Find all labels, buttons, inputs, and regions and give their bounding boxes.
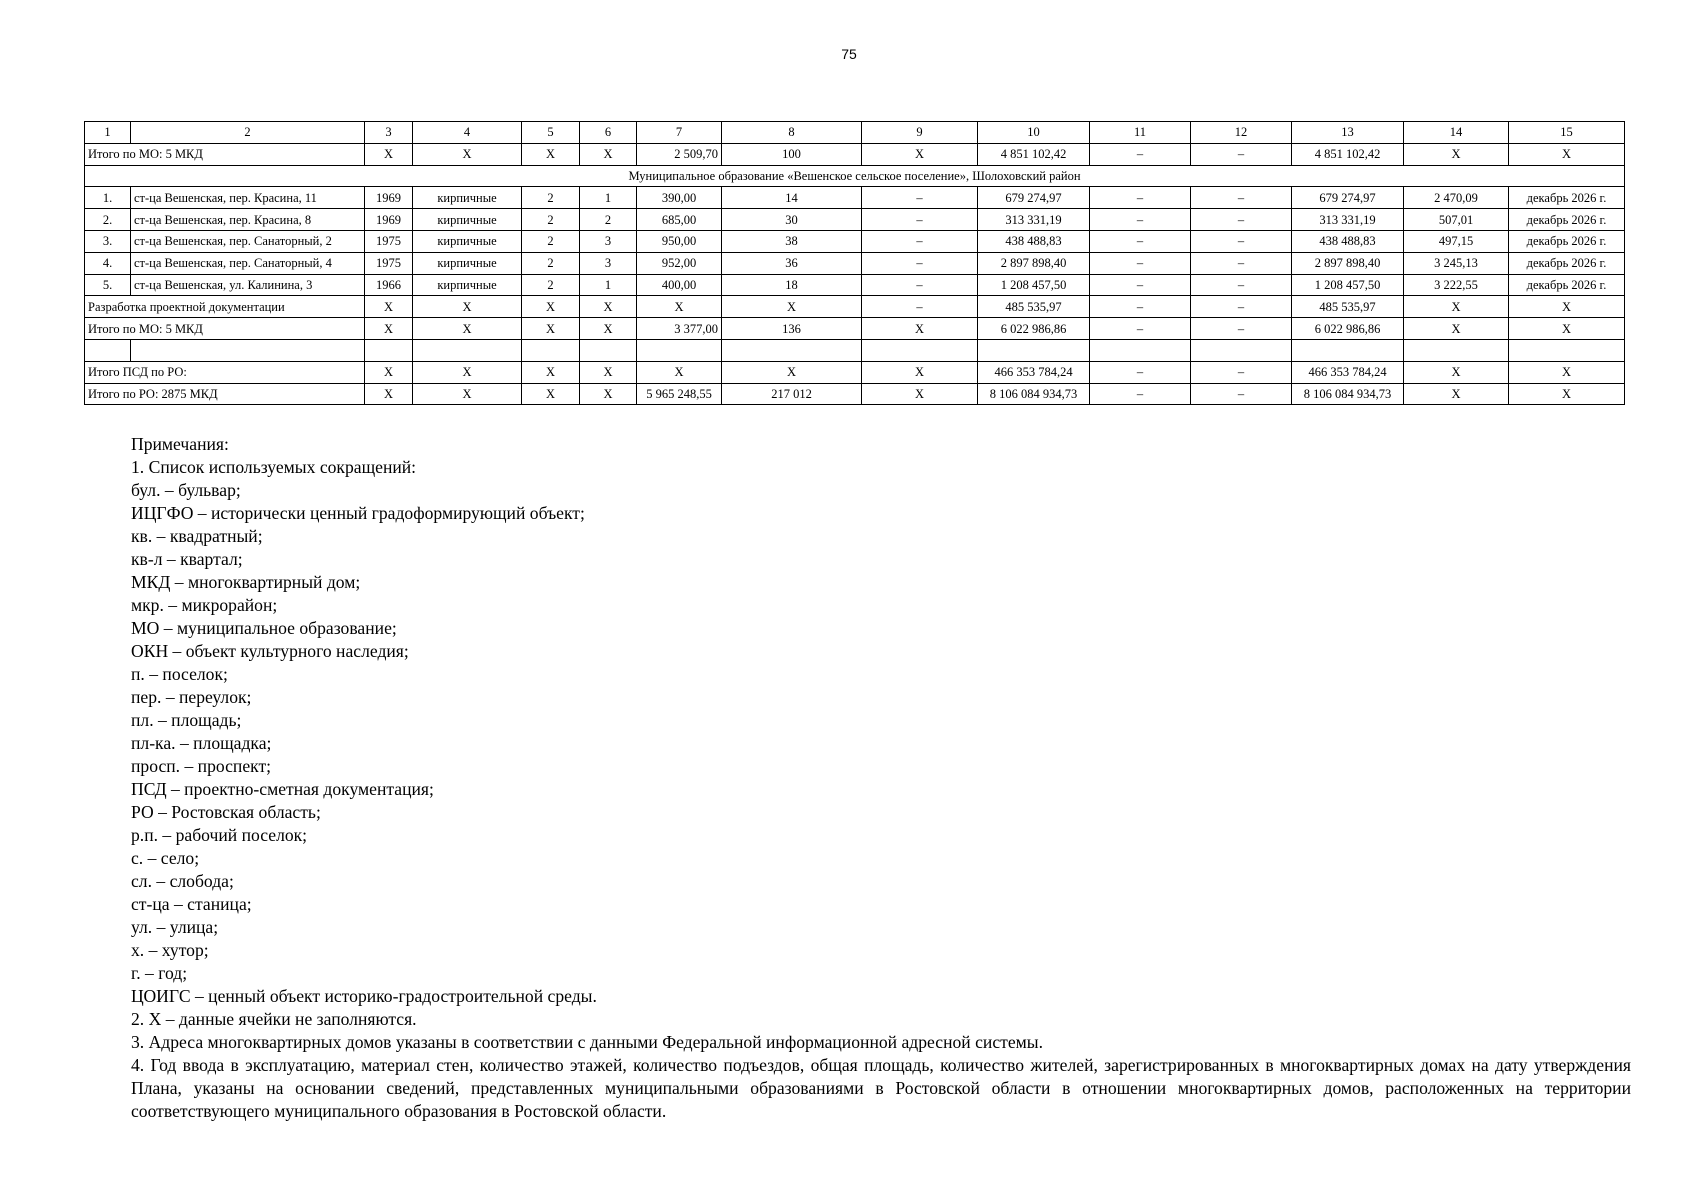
- abbreviation-item: РО – Ростовская область;: [131, 802, 321, 822]
- table-cell: 3: [580, 230, 637, 252]
- row-label: Разработка проектной документации: [85, 296, 365, 318]
- table-cell: –: [1090, 209, 1191, 231]
- table-cell: 466 353 784,24: [1292, 361, 1404, 383]
- abbreviation-item: ПСД – проектно-сметная документация;: [131, 779, 434, 799]
- table-cell: 2: [522, 274, 580, 296]
- row-label: Итого по МО: 5 МКД: [85, 143, 365, 165]
- table-cell: X: [580, 296, 637, 318]
- table-cell: X: [522, 361, 580, 383]
- table-cell: X: [580, 143, 637, 165]
- table-cell: X: [1404, 361, 1509, 383]
- abbreviation-item: МКД – многоквартирный дом;: [131, 572, 361, 592]
- table-cell: 390,00: [637, 187, 722, 209]
- table-cell: 136: [722, 318, 862, 340]
- table-cell: 38: [722, 230, 862, 252]
- table-cell: ст-ца Вешенская, пер. Красина, 11: [131, 187, 365, 209]
- table-cell: 30: [722, 209, 862, 231]
- table-cell: –: [1090, 361, 1191, 383]
- table-cell: –: [862, 209, 978, 231]
- table-cell: 4.: [85, 252, 131, 274]
- table-cell: декабрь 2026 г.: [1509, 230, 1625, 252]
- table-cell: 3 245,13: [1404, 252, 1509, 274]
- table-cell: X: [862, 143, 978, 165]
- table-cell: 6 022 986,86: [978, 318, 1090, 340]
- table-cell: декабрь 2026 г.: [1509, 274, 1625, 296]
- table-cell: –: [1191, 296, 1292, 318]
- table-cell: X: [522, 318, 580, 340]
- table-cell: –: [1191, 187, 1292, 209]
- table-cell: 497,15: [1404, 230, 1509, 252]
- table-cell: –: [1090, 383, 1191, 405]
- housing-plan-table: [84, 121, 1625, 405]
- empty-cell: [722, 339, 862, 361]
- column-header: 14: [1404, 122, 1509, 144]
- table-cell: X: [1404, 143, 1509, 165]
- mo-total-row: [85, 318, 1625, 340]
- table-cell: –: [862, 230, 978, 252]
- table-cell: 18: [722, 274, 862, 296]
- table-cell: 2: [522, 187, 580, 209]
- column-header: 4: [413, 122, 522, 144]
- abbreviation-item: с. – село;: [131, 848, 200, 868]
- abbreviation-item: кв. – квадратный;: [131, 526, 263, 546]
- table-cell: 485 535,97: [978, 296, 1090, 318]
- notes-list-intro: 1. Список используемых сокращений:: [131, 457, 417, 477]
- table-cell: –: [1191, 143, 1292, 165]
- table-cell: X: [413, 361, 522, 383]
- row-label: Итого ПСД по РО:: [85, 361, 365, 383]
- row-label: Итого по МО: 5 МКД: [85, 318, 365, 340]
- table-cell: X: [722, 361, 862, 383]
- note-3: 3. Адреса многоквартирных домов указаны в соответствии с данными Федеральной информационной адресной системы.: [131, 1032, 1043, 1052]
- table-cell: –: [1191, 361, 1292, 383]
- table-cell: 1.: [85, 187, 131, 209]
- table-cell: 952,00: [637, 252, 722, 274]
- table-cell: 3.: [85, 230, 131, 252]
- table-cell: X: [413, 296, 522, 318]
- table-cell: X: [365, 361, 413, 383]
- table-cell: 6 022 986,86: [1292, 318, 1404, 340]
- empty-cell: [1292, 339, 1404, 361]
- notes: [131, 433, 1631, 1123]
- table-cell: –: [1191, 252, 1292, 274]
- table-cell: декабрь 2026 г.: [1509, 252, 1625, 274]
- table-cell: –: [1090, 187, 1191, 209]
- empty-cell: [1090, 339, 1191, 361]
- table-cell: кирпичные: [413, 187, 522, 209]
- column-header: 9: [862, 122, 978, 144]
- table-cell: 2: [522, 252, 580, 274]
- column-header: 13: [1292, 122, 1404, 144]
- empty-cell: [413, 339, 522, 361]
- table-cell: X: [522, 296, 580, 318]
- page-number: 75: [841, 46, 857, 62]
- table-cell: X: [1404, 318, 1509, 340]
- table-cell: X: [522, 143, 580, 165]
- table-cell: декабрь 2026 г.: [1509, 187, 1625, 209]
- table-cell: X: [1404, 383, 1509, 405]
- column-header: 8: [722, 122, 862, 144]
- ro-total-row: [85, 383, 1625, 405]
- column-header: 2: [131, 122, 365, 144]
- table-cell: 5 965 248,55: [637, 383, 722, 405]
- abbreviation-item: ОКН – объект культурного наследия;: [131, 641, 409, 661]
- table-cell: –: [1191, 230, 1292, 252]
- table-cell: X: [862, 383, 978, 405]
- table-cell: 2 509,70: [637, 143, 722, 165]
- abbreviation-list: [131, 479, 1631, 1008]
- column-header: 7: [637, 122, 722, 144]
- table-cell: 1975: [365, 252, 413, 274]
- table-cell: –: [1090, 230, 1191, 252]
- table-cell: ст-ца Вешенская, пер. Санаторный, 4: [131, 252, 365, 274]
- table-cell: –: [862, 187, 978, 209]
- table-cell: –: [1090, 318, 1191, 340]
- empty-cell: [637, 339, 722, 361]
- table-cell: X: [413, 383, 522, 405]
- abbreviation-item: ст-ца – станица;: [131, 894, 252, 914]
- table-cell: кирпичные: [413, 209, 522, 231]
- abbreviation-item: сл. – слобода;: [131, 871, 234, 891]
- table-cell: декабрь 2026 г.: [1509, 209, 1625, 231]
- table-cell: 1969: [365, 209, 413, 231]
- table-cell: X: [1509, 296, 1625, 318]
- empty-cell: [580, 339, 637, 361]
- table-cell: 3: [580, 252, 637, 274]
- table-cell: кирпичные: [413, 230, 522, 252]
- table-cell: 2.: [85, 209, 131, 231]
- psd-total-row: [85, 361, 1625, 383]
- empty-cell: [522, 339, 580, 361]
- abbreviation-item: ЦОИГС – ценный объект историко-градостроительной среды.: [131, 986, 597, 1006]
- table-cell: –: [1191, 209, 1292, 231]
- abbreviation-item: кв-л – квартал;: [131, 549, 243, 569]
- table-cell: 4 851 102,42: [1292, 143, 1404, 165]
- abbreviation-item: г. – год;: [131, 963, 188, 983]
- table-cell: –: [1090, 274, 1191, 296]
- table-cell: X: [1509, 143, 1625, 165]
- empty-cell: [85, 339, 131, 361]
- table-cell: 438 488,83: [1292, 230, 1404, 252]
- table-cell: ст-ца Вешенская, ул. Калинина, 3: [131, 274, 365, 296]
- note-2: 2. Х – данные ячейки не заполняются.: [131, 1009, 417, 1029]
- table-cell: 1966: [365, 274, 413, 296]
- table-cell: –: [1191, 318, 1292, 340]
- table-cell: 1 208 457,50: [978, 274, 1090, 296]
- table-cell: 2 897 898,40: [1292, 252, 1404, 274]
- column-header: 10: [978, 122, 1090, 144]
- table-cell: 313 331,19: [1292, 209, 1404, 231]
- empty-cell: [1404, 339, 1509, 361]
- abbreviation-item: ул. – улица;: [131, 917, 219, 937]
- abbreviation-item: МО – муниципальное образование;: [131, 618, 397, 638]
- row-label: Итого по РО: 2875 МКД: [85, 383, 365, 405]
- table-cell: 485 535,97: [1292, 296, 1404, 318]
- table-cell: 679 274,97: [978, 187, 1090, 209]
- section-title-row: [85, 165, 1625, 187]
- table-cell: 1969: [365, 187, 413, 209]
- empty-cell: [365, 339, 413, 361]
- table-cell: кирпичные: [413, 252, 522, 274]
- table-row: [85, 187, 1625, 209]
- empty-cell: [1509, 339, 1625, 361]
- table-cell: 1 208 457,50: [1292, 274, 1404, 296]
- table-cell: 8 106 084 934,73: [978, 383, 1090, 405]
- table-cell: –: [1090, 296, 1191, 318]
- table-cell: 2: [522, 209, 580, 231]
- notes-title: Примечания:: [131, 434, 229, 454]
- table-cell: 400,00: [637, 274, 722, 296]
- empty-cell: [1191, 339, 1292, 361]
- column-header: 12: [1191, 122, 1292, 144]
- table-cell: X: [1509, 383, 1625, 405]
- empty-cell: [978, 339, 1090, 361]
- table-cell: –: [862, 274, 978, 296]
- table-cell: 466 353 784,24: [978, 361, 1090, 383]
- table-row: [85, 209, 1625, 231]
- column-header: 1: [85, 122, 131, 144]
- table-cell: ст-ца Вешенская, пер. Санаторный, 2: [131, 230, 365, 252]
- table-cell: 2: [580, 209, 637, 231]
- column-header: 5: [522, 122, 580, 144]
- table-cell: X: [1404, 296, 1509, 318]
- section-title: Муниципальное образование «Вешенское сельское поселение», Шолоховский район: [85, 165, 1625, 187]
- column-header: 6: [580, 122, 637, 144]
- table-cell: X: [1509, 318, 1625, 340]
- empty-cell: [131, 339, 365, 361]
- table-cell: –: [862, 296, 978, 318]
- table-cell: X: [637, 361, 722, 383]
- abbreviation-item: р.п. – рабочий поселок;: [131, 825, 308, 845]
- empty-cell: [862, 339, 978, 361]
- abbreviation-item: ИЦГФО – исторически ценный градоформирующий объект;: [131, 503, 585, 523]
- table-cell: X: [862, 361, 978, 383]
- table-cell: 5.: [85, 274, 131, 296]
- table-cell: X: [637, 296, 722, 318]
- table-cell: 1: [580, 274, 637, 296]
- table-cell: X: [862, 318, 978, 340]
- table-cell: X: [580, 383, 637, 405]
- table-cell: 679 274,97: [1292, 187, 1404, 209]
- mo-total-row-previous: [85, 143, 1625, 165]
- table-cell: 2: [522, 230, 580, 252]
- table-cell: кирпичные: [413, 274, 522, 296]
- table-cell: X: [413, 143, 522, 165]
- table-cell: ст-ца Вешенская, пер. Красина, 8: [131, 209, 365, 231]
- table-cell: 4 851 102,42: [978, 143, 1090, 165]
- empty-row: [85, 339, 1625, 361]
- abbreviation-item: пер. – переулок;: [131, 687, 252, 707]
- table-cell: 950,00: [637, 230, 722, 252]
- table-cell: –: [862, 252, 978, 274]
- table-cell: 3 222,55: [1404, 274, 1509, 296]
- table-cell: –: [1191, 383, 1292, 405]
- table-cell: X: [365, 383, 413, 405]
- header-row: [85, 122, 1625, 144]
- abbreviation-item: х. – хутор;: [131, 940, 209, 960]
- abbreviation-item: просп. – проспект;: [131, 756, 272, 776]
- table-cell: X: [722, 296, 862, 318]
- table-cell: 438 488,83: [978, 230, 1090, 252]
- table-cell: X: [365, 318, 413, 340]
- abbreviation-item: п. – поселок;: [131, 664, 228, 684]
- table-cell: 1975: [365, 230, 413, 252]
- table-cell: X: [580, 361, 637, 383]
- table-cell: 685,00: [637, 209, 722, 231]
- table-cell: X: [365, 143, 413, 165]
- table-cell: 1: [580, 187, 637, 209]
- table-cell: 14: [722, 187, 862, 209]
- abbreviation-item: пл. – площадь;: [131, 710, 242, 730]
- abbreviation-item: мкр. – микрорайон;: [131, 595, 278, 615]
- table-cell: 313 331,19: [978, 209, 1090, 231]
- table-cell: –: [1191, 274, 1292, 296]
- column-header: 15: [1509, 122, 1625, 144]
- abbreviation-item: пл-ка. – площадка;: [131, 733, 272, 753]
- table-cell: X: [522, 383, 580, 405]
- column-header: 3: [365, 122, 413, 144]
- table-cell: 2 897 898,40: [978, 252, 1090, 274]
- table-cell: 507,01: [1404, 209, 1509, 231]
- table-row: [85, 274, 1625, 296]
- abbreviation-item: бул. – бульвар;: [131, 480, 241, 500]
- table-cell: 217 012: [722, 383, 862, 405]
- table-row: [85, 230, 1625, 252]
- table-cell: 8 106 084 934,73: [1292, 383, 1404, 405]
- table-cell: 36: [722, 252, 862, 274]
- project-docs-row: [85, 296, 1625, 318]
- table-cell: X: [580, 318, 637, 340]
- table-cell: X: [365, 296, 413, 318]
- table-cell: 100: [722, 143, 862, 165]
- table-cell: X: [413, 318, 522, 340]
- table-row: [85, 252, 1625, 274]
- table-cell: X: [1509, 361, 1625, 383]
- note-4: 4. Год ввода в эксплуатацию, материал стен, количество этажей, количество подъездов, общая площадь, количество жителей, зарегистрированных в многоквартирных домах на дату утверждения Плана, указаны на основании сведений, представленных муниципальными образованиями в Ростовской области в отношении многоквартирных домов, расположенных на территории соответствующего муниципального образования в Ростовской области.: [131, 1055, 1631, 1121]
- table-cell: 2 470,09: [1404, 187, 1509, 209]
- table-cell: –: [1090, 143, 1191, 165]
- column-header: 11: [1090, 122, 1191, 144]
- table-cell: 3 377,00: [637, 318, 722, 340]
- table-cell: –: [1090, 252, 1191, 274]
